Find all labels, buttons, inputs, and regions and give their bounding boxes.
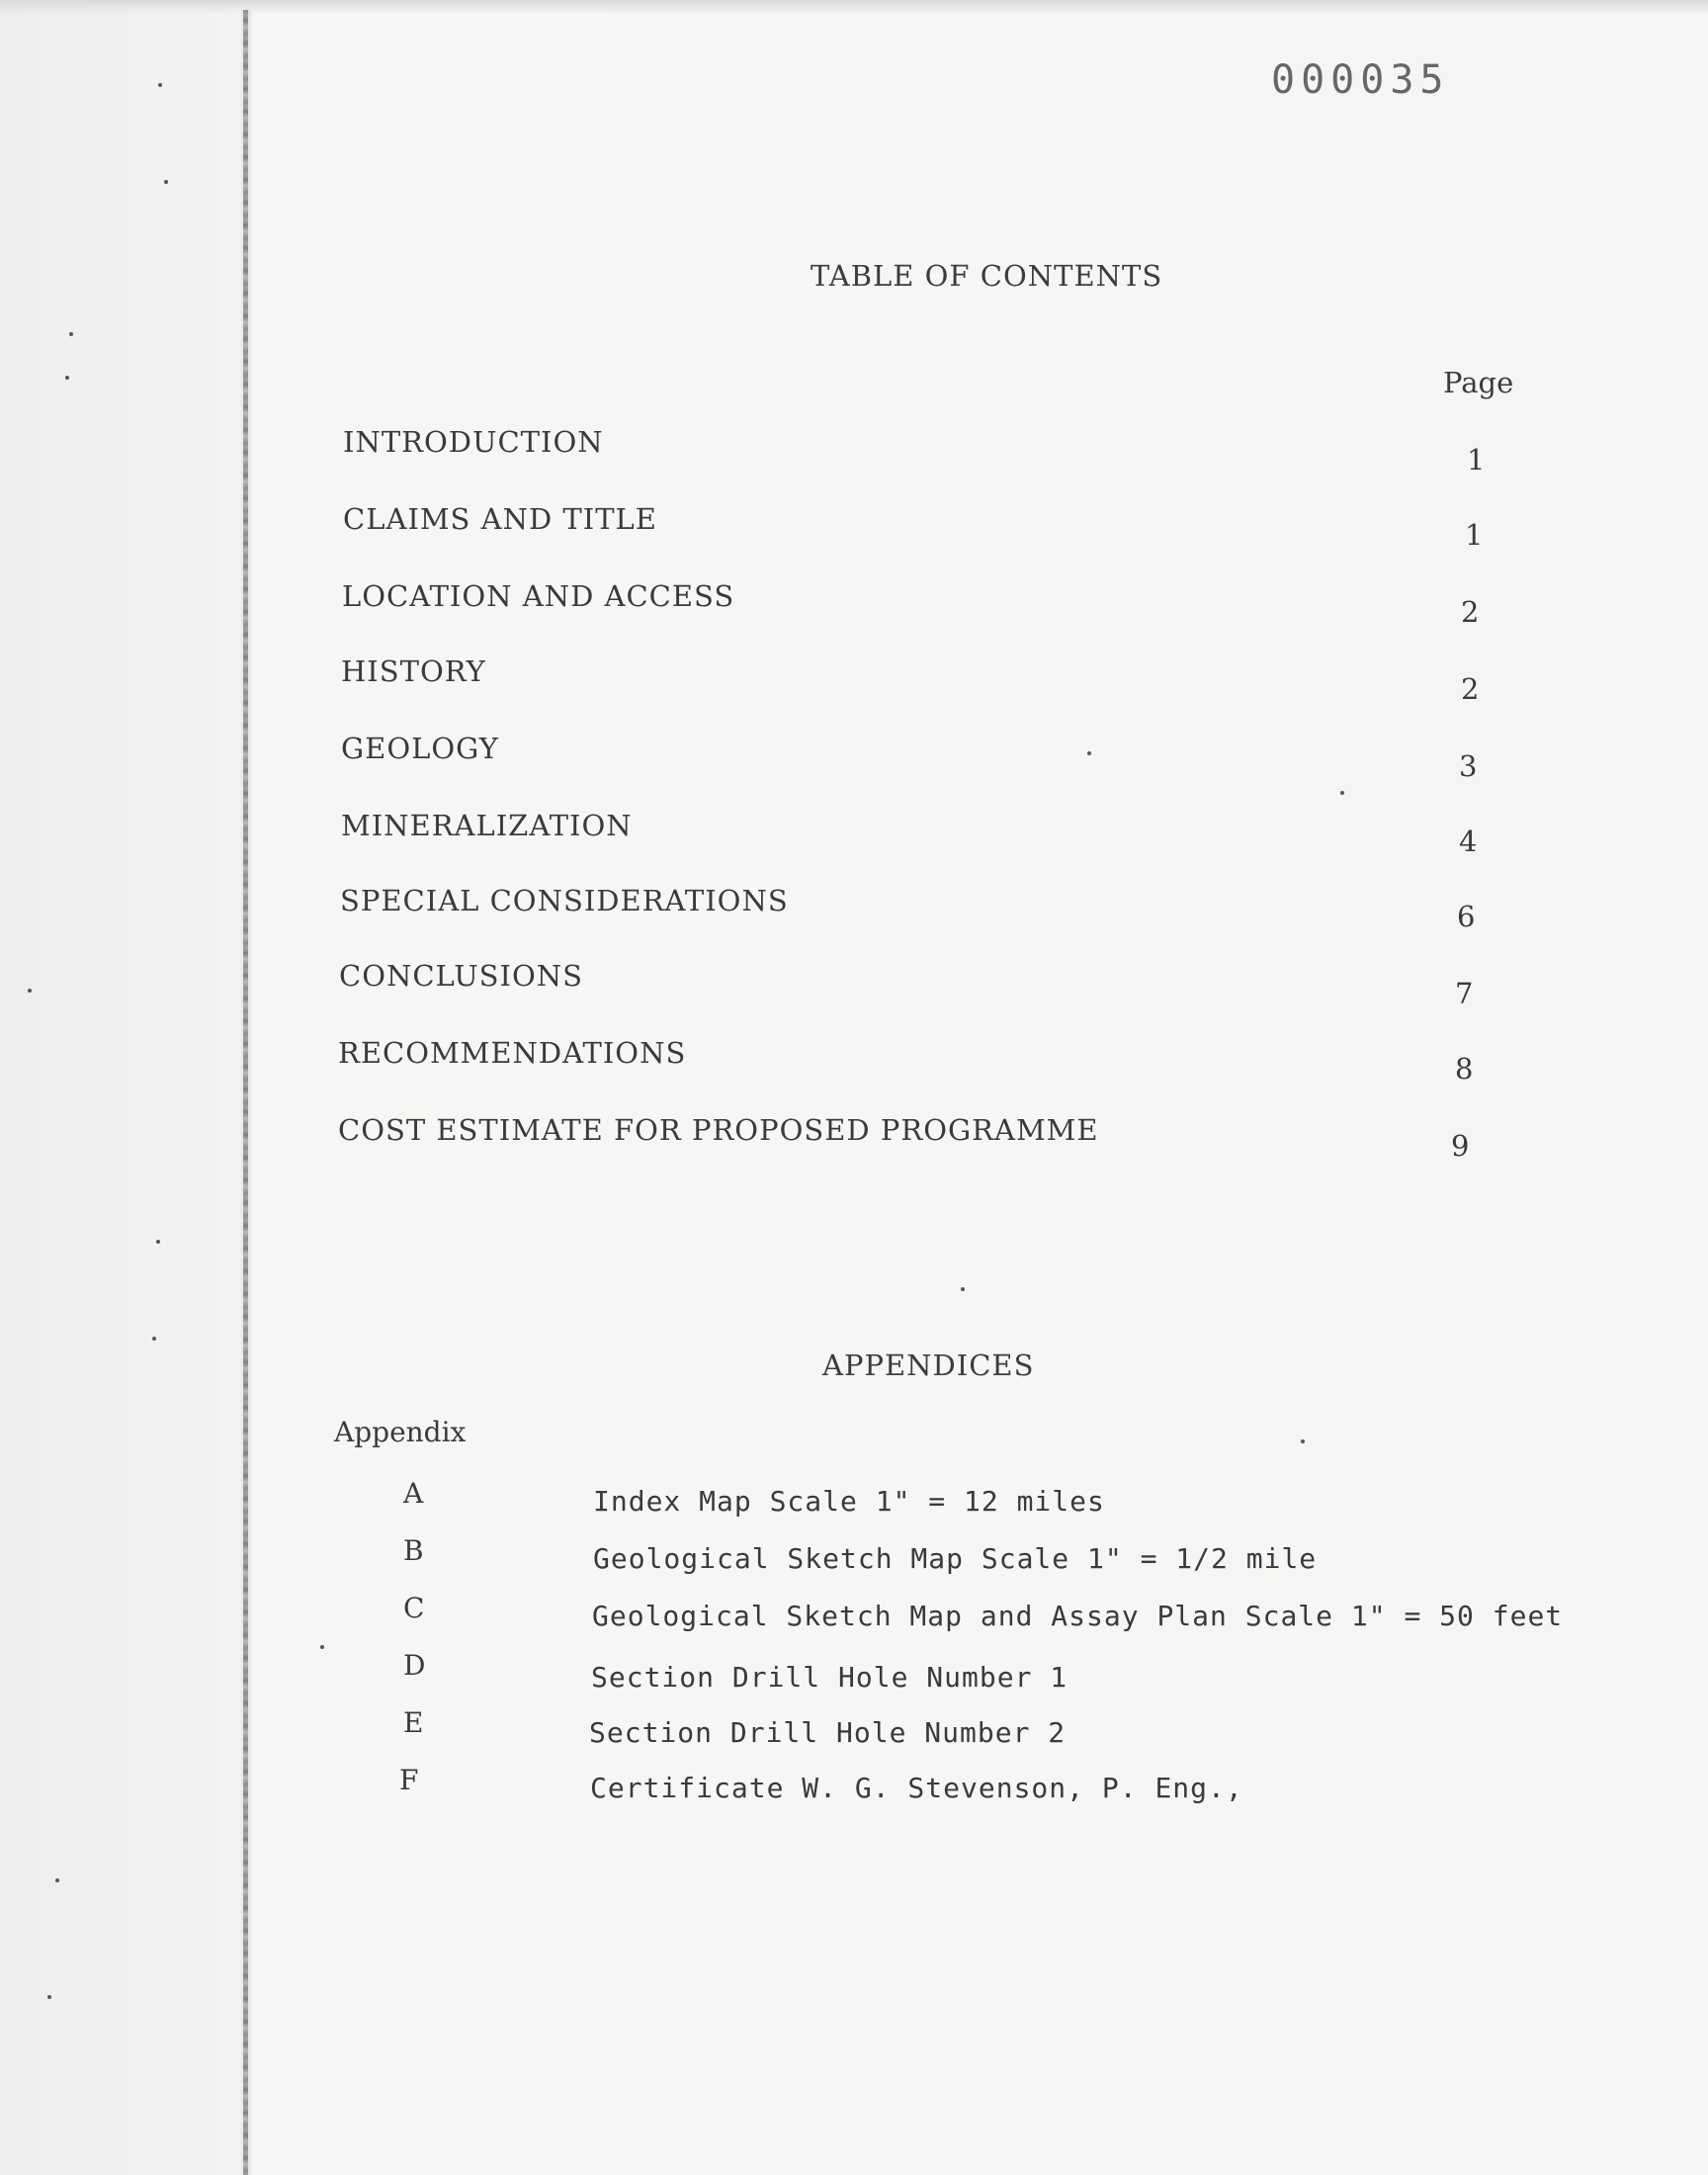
toc-entry-label: COST ESTIMATE FOR PROPOSED PROGRAMME	[338, 1113, 1099, 1147]
scan-speck	[65, 376, 69, 380]
binding-edge	[243, 10, 248, 2175]
toc-entry-label: CLAIMS AND TITLE	[343, 502, 657, 536]
toc-entry-label: CONCLUSIONS	[339, 959, 583, 993]
toc-entry-label: SPECIAL CONSIDERATIONS	[340, 884, 789, 917]
scan-speck	[47, 1995, 51, 1999]
toc-entry-page: 4	[1459, 825, 1478, 858]
toc-entry-page: 1	[1467, 443, 1486, 477]
scan-speck	[320, 1645, 324, 1649]
scan-speck	[152, 1337, 156, 1341]
scan-speck	[1301, 1439, 1305, 1443]
appendix-description: Geological Sketch Map Scale 1" = 1/2 mile	[593, 1542, 1318, 1575]
appendix-letter: B	[403, 1534, 424, 1567]
page-column-label: Page	[1443, 366, 1514, 399]
scan-speck	[69, 332, 73, 336]
scan-speck	[28, 989, 32, 993]
appendix-column-label: Appendix	[334, 1416, 467, 1448]
appendix-letter: E	[403, 1706, 424, 1739]
toc-entry-label: INTRODUCTION	[343, 425, 604, 459]
toc-entry-page: 7	[1455, 977, 1474, 1010]
scan-speck	[156, 1240, 160, 1244]
toc-entry-page: 2	[1461, 595, 1480, 629]
appendix-letter: F	[399, 1764, 419, 1796]
toc-entry-page: 2	[1461, 672, 1480, 706]
document-stamp-number: 000035	[1271, 57, 1450, 103]
appendix-description: Index Map Scale 1" = 12 miles	[593, 1485, 1105, 1518]
toc-entry-label: HISTORY	[341, 654, 486, 688]
scan-speck	[1087, 751, 1091, 755]
scan-top-shadow	[0, 0, 1708, 14]
toc-entry-page: 6	[1457, 900, 1476, 933]
toc-entry-label: MINERALIZATION	[341, 809, 633, 842]
appendix-description: Section Drill Hole Number 1	[591, 1661, 1068, 1694]
toc-entry-label: LOCATION AND ACCESS	[342, 579, 735, 613]
toc-entry-page: 9	[1451, 1129, 1470, 1163]
scan-speck	[1340, 791, 1344, 795]
appendix-description: Section Drill Hole Number 2	[589, 1716, 1067, 1749]
appendix-letter: A	[403, 1477, 424, 1510]
toc-entry-label: RECOMMENDATIONS	[338, 1036, 687, 1070]
scan-speck	[961, 1287, 965, 1291]
appendix-description: Geological Sketch Map and Assay Plan Scale 1" = 50 feet	[592, 1600, 1564, 1632]
toc-entry-label: GEOLOGY	[341, 732, 499, 765]
appendix-letter: D	[403, 1649, 426, 1682]
scan-speck	[158, 83, 162, 87]
scan-speck	[55, 1878, 59, 1882]
page-title: TABLE OF CONTENTS	[811, 259, 1163, 293]
toc-entry-page: 8	[1455, 1052, 1474, 1086]
toc-entry-page: 1	[1465, 518, 1484, 552]
toc-entry-page: 3	[1459, 749, 1478, 783]
scan-speck	[164, 180, 168, 184]
appendix-letter: C	[403, 1592, 425, 1624]
appendices-heading: APPENDICES	[822, 1348, 1035, 1382]
appendix-description: Certificate W. G. Stevenson, P. Eng.,	[590, 1772, 1243, 1804]
